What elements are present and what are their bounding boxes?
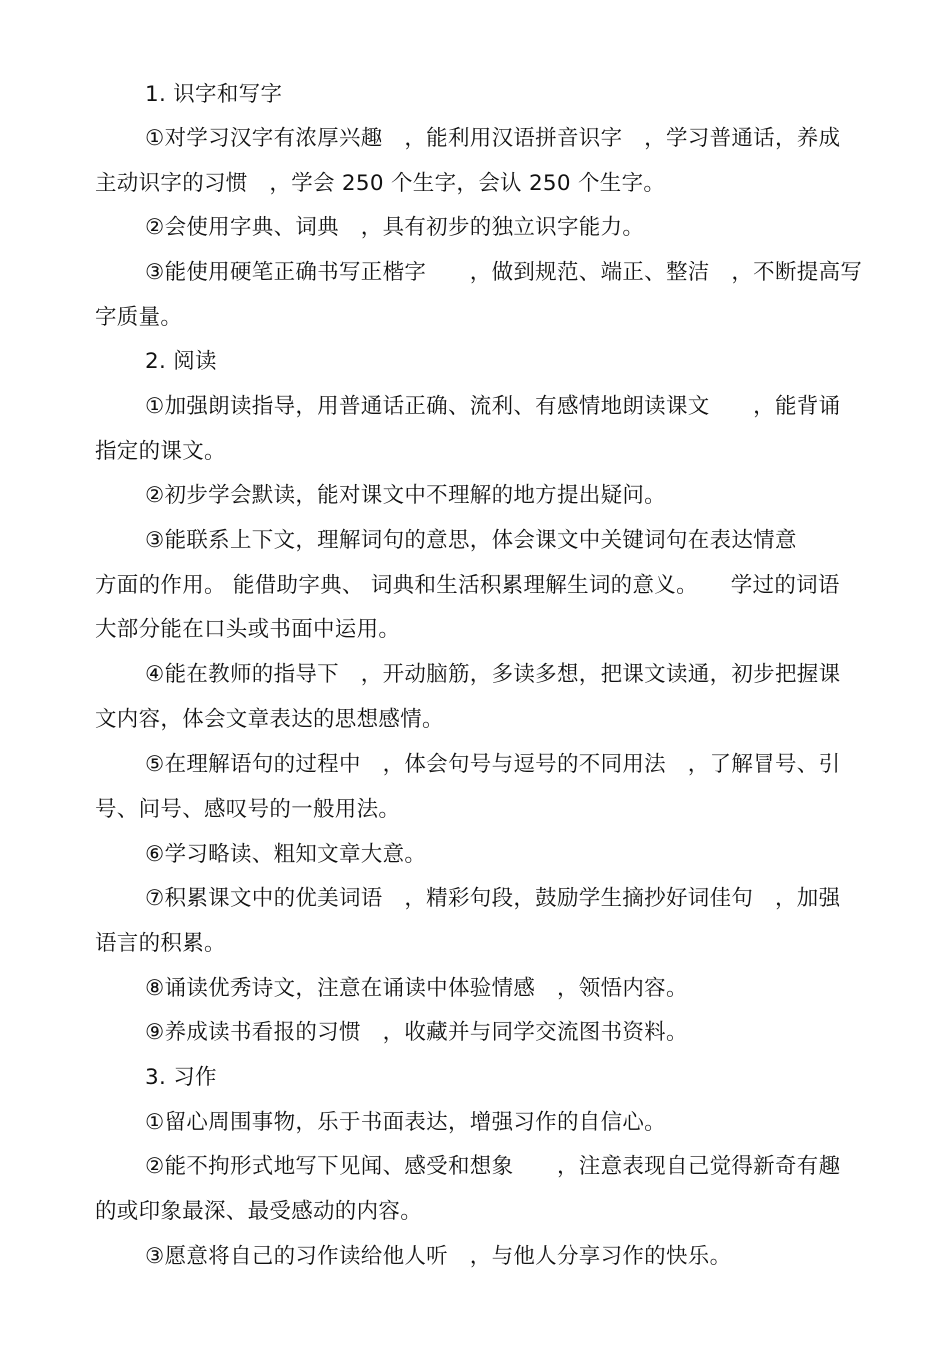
- paragraph-line: ③能联系上下文，理解词句的意思，体会课文中关键词句在表达情意: [145, 528, 797, 553]
- paragraph-line: 号、问号、感叹号的一般用法。: [95, 797, 401, 822]
- paragraph-line: ⑧诵读优秀诗文，注意在诵读中体验情感 ，领悟内容。: [145, 976, 688, 1001]
- paragraph-line: 语言的积累。: [95, 931, 226, 956]
- paragraph-line: ②会使用字典、词典 ，具有初步的独立识字能力。: [145, 215, 645, 240]
- section-heading-literacy: 1. 识字和写字: [145, 82, 283, 107]
- paragraph-line: ⑥学习略读、粗知文章大意。: [145, 842, 427, 867]
- section-heading-writing: 3. 习作: [145, 1065, 217, 1090]
- paragraph-line: 主动识字的习惯 ，学会 250 个生字，会认 250 个生字。: [95, 171, 666, 196]
- paragraph-line: 的或印象最深、最受感动的内容。: [95, 1199, 423, 1224]
- paragraph-line: 文内容，体会文章表达的思想感情。: [95, 707, 444, 732]
- paragraph-line: 指定的课文。: [95, 439, 226, 464]
- paragraph-line: ③愿意将自己的习作读给他人听 ，与他人分享习作的快乐。: [145, 1244, 732, 1269]
- paragraph-line: ①留心周围事物，乐于书面表达，增强习作的自信心。: [145, 1110, 666, 1135]
- section-heading-reading: 2. 阅读: [145, 349, 217, 374]
- paragraph-line: ②能不拘形式地写下见闻、感受和想象 ，注意表现自己觉得新奇有趣: [145, 1154, 841, 1179]
- paragraph-line: 大部分能在口头或书面中运用。: [95, 617, 401, 642]
- paragraph-line: ①对学习汉字有浓厚兴趣 ，能利用汉语拼音识字 ，学习普通话，养成: [145, 126, 841, 151]
- paragraph-line: ⑦积累课文中的优美词语 ，精彩句段，鼓励学生摘抄好词佳句 ，加强: [145, 886, 841, 911]
- paragraph-line: ②初步学会默读，能对课文中不理解的地方提出疑问。: [145, 483, 666, 508]
- paragraph-line: ⑨养成读书看报的习惯 ，收藏并与同学交流图书资料。: [145, 1020, 688, 1045]
- paragraph-line: ⑤在理解语句的过程中 ，体会句号与逗号的不同用法 ，了解冒号、引: [145, 752, 841, 777]
- paragraph-line: ④能在教师的指导下 ，开动脑筋，多读多想，把课文读通，初步把握课: [145, 662, 841, 687]
- paragraph-line: 字质量。: [95, 305, 183, 330]
- paragraph-line: ③能使用硬笔正确书写正楷字 ，做到规范、端正、整洁 ，不断提高写: [145, 260, 863, 285]
- paragraph-line: ①加强朗读指导，用普通话正确、流利、有感情地朗读课文 ，能背诵: [145, 394, 841, 419]
- paragraph-line: 方面的作用。 能借助字典、 词典和生活积累理解生词的意义。 学过的词语: [95, 573, 840, 598]
